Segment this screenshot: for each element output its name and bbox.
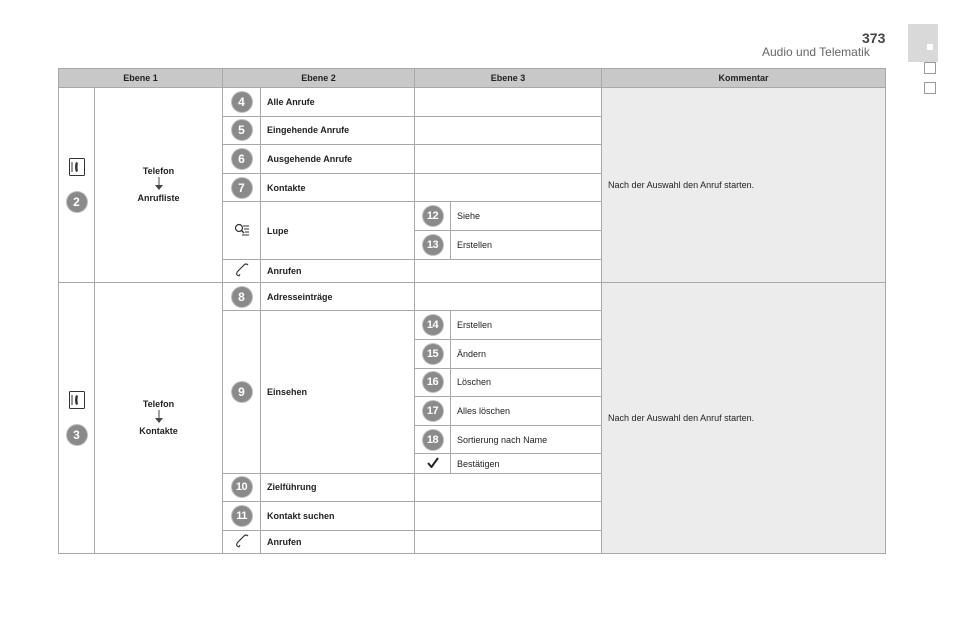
badge-number: 8 <box>232 287 252 307</box>
level3-label[interactable]: Ändern <box>451 340 602 369</box>
badge-number: 4 <box>232 92 252 112</box>
level2-label[interactable]: Ausgehende Anrufe <box>261 145 415 174</box>
badge-number: 13 <box>423 235 443 255</box>
level3-badge-cell <box>415 202 451 231</box>
level2-label[interactable]: Zielführung <box>261 473 415 502</box>
empty-cell <box>415 502 602 531</box>
level2-badge-cell <box>223 173 261 202</box>
level1-menu-cell <box>95 282 223 553</box>
level1-icon-cell <box>59 88 95 283</box>
badge-number: 15 <box>423 344 443 364</box>
level2-label[interactable]: Kontakte <box>261 173 415 202</box>
empty-cell <box>415 473 602 502</box>
chapter-tab-active[interactable] <box>908 24 938 62</box>
level1-menu-cell <box>95 88 223 283</box>
header-level-2: Ebene 2 <box>223 69 415 88</box>
badge-number: 6 <box>232 149 252 169</box>
arrow-down-icon <box>154 410 164 424</box>
comment-cell: Nach der Auswahl den Anruf starten. <box>602 88 886 283</box>
badge-number: 14 <box>423 315 443 335</box>
section-title: Audio und Telematik <box>762 45 870 59</box>
level3-label[interactable]: Erstellen <box>451 231 602 260</box>
level3-label[interactable]: Siehe <box>451 202 602 231</box>
level2-badge-cell <box>223 88 261 117</box>
level2-label[interactable]: Lupe <box>261 202 415 259</box>
table-header-row <box>59 69 886 88</box>
level3-badge-cell <box>415 311 451 340</box>
level2-icon-cell <box>223 202 261 259</box>
menu-label-anrufliste: Anrufliste <box>137 193 180 204</box>
badge-number: 2 <box>67 192 87 212</box>
level2-badge-cell <box>223 282 261 311</box>
menu-label-telefon: Telefon <box>142 166 175 177</box>
level2-label[interactable]: Anrufen <box>261 530 415 553</box>
level2-icon-cell <box>223 259 261 282</box>
level2-label[interactable]: Einsehen <box>261 311 415 473</box>
level2-badge-cell <box>223 145 261 174</box>
magnifier-list-icon <box>234 223 250 237</box>
badge-number: 12 <box>423 206 443 226</box>
badge-number: 7 <box>232 178 252 198</box>
level3-label[interactable]: Sortierung nach Name <box>451 425 602 454</box>
menu-structure-table <box>58 68 886 554</box>
phone-book-icon <box>69 391 85 409</box>
badge-number: 10 <box>232 477 252 497</box>
page-number: 373 <box>862 30 886 46</box>
level2-badge-cell <box>223 311 261 473</box>
header-level-3: Ebene 3 <box>415 69 602 88</box>
badge-number: 18 <box>423 430 443 450</box>
level2-label[interactable]: Adresseinträge <box>261 282 415 311</box>
level3-label[interactable]: Bestätigen <box>451 454 602 473</box>
chapter-tab[interactable] <box>924 62 936 74</box>
empty-cell <box>415 259 602 282</box>
level2-label[interactable]: Anrufen <box>261 259 415 282</box>
badge-number: 5 <box>232 120 252 140</box>
level2-icon-cell <box>223 530 261 553</box>
level2-label[interactable]: Alle Anrufe <box>261 88 415 117</box>
table-row <box>59 88 886 117</box>
level1-icon-cell <box>59 282 95 553</box>
badge-number: 17 <box>423 401 443 421</box>
level3-badge-cell <box>415 397 451 426</box>
badge-number: 9 <box>232 382 252 402</box>
header-comment: Kommentar <box>602 69 886 88</box>
badge-number: 11 <box>232 506 252 526</box>
level3-label[interactable]: Löschen <box>451 368 602 397</box>
checkmark-icon <box>427 457 439 468</box>
level3-badge-cell <box>415 340 451 369</box>
header-level-1: Ebene 1 <box>59 69 223 88</box>
level3-badge-cell <box>415 368 451 397</box>
menu-label-telefon: Telefon <box>142 399 175 410</box>
comment-cell: Nach der Auswahl den Anruf starten. <box>602 282 886 553</box>
empty-cell <box>415 530 602 553</box>
badge-number: 3 <box>67 425 87 445</box>
tab-dot <box>927 44 933 50</box>
empty-cell <box>415 282 602 311</box>
phone-book-icon <box>69 158 85 176</box>
menu-label-kontakte: Kontakte <box>139 426 178 437</box>
empty-cell <box>415 116 602 145</box>
handset-icon <box>235 263 249 277</box>
level2-label[interactable]: Eingehende Anrufe <box>261 116 415 145</box>
badge-number: 16 <box>423 372 443 392</box>
empty-cell <box>415 88 602 117</box>
level3-icon-cell <box>415 454 451 473</box>
arrow-down-icon <box>154 177 164 191</box>
level2-badge-cell <box>223 502 261 531</box>
empty-cell <box>415 145 602 174</box>
level3-label[interactable]: Alles löschen <box>451 397 602 426</box>
handset-icon <box>235 534 249 548</box>
chapter-tab[interactable] <box>924 82 936 94</box>
level3-badge-cell <box>415 425 451 454</box>
table-row <box>59 282 886 311</box>
level3-label[interactable]: Erstellen <box>451 311 602 340</box>
level2-badge-cell <box>223 116 261 145</box>
level3-badge-cell <box>415 231 451 260</box>
empty-cell <box>415 173 602 202</box>
level2-label[interactable]: Kontakt suchen <box>261 502 415 531</box>
level2-badge-cell <box>223 473 261 502</box>
